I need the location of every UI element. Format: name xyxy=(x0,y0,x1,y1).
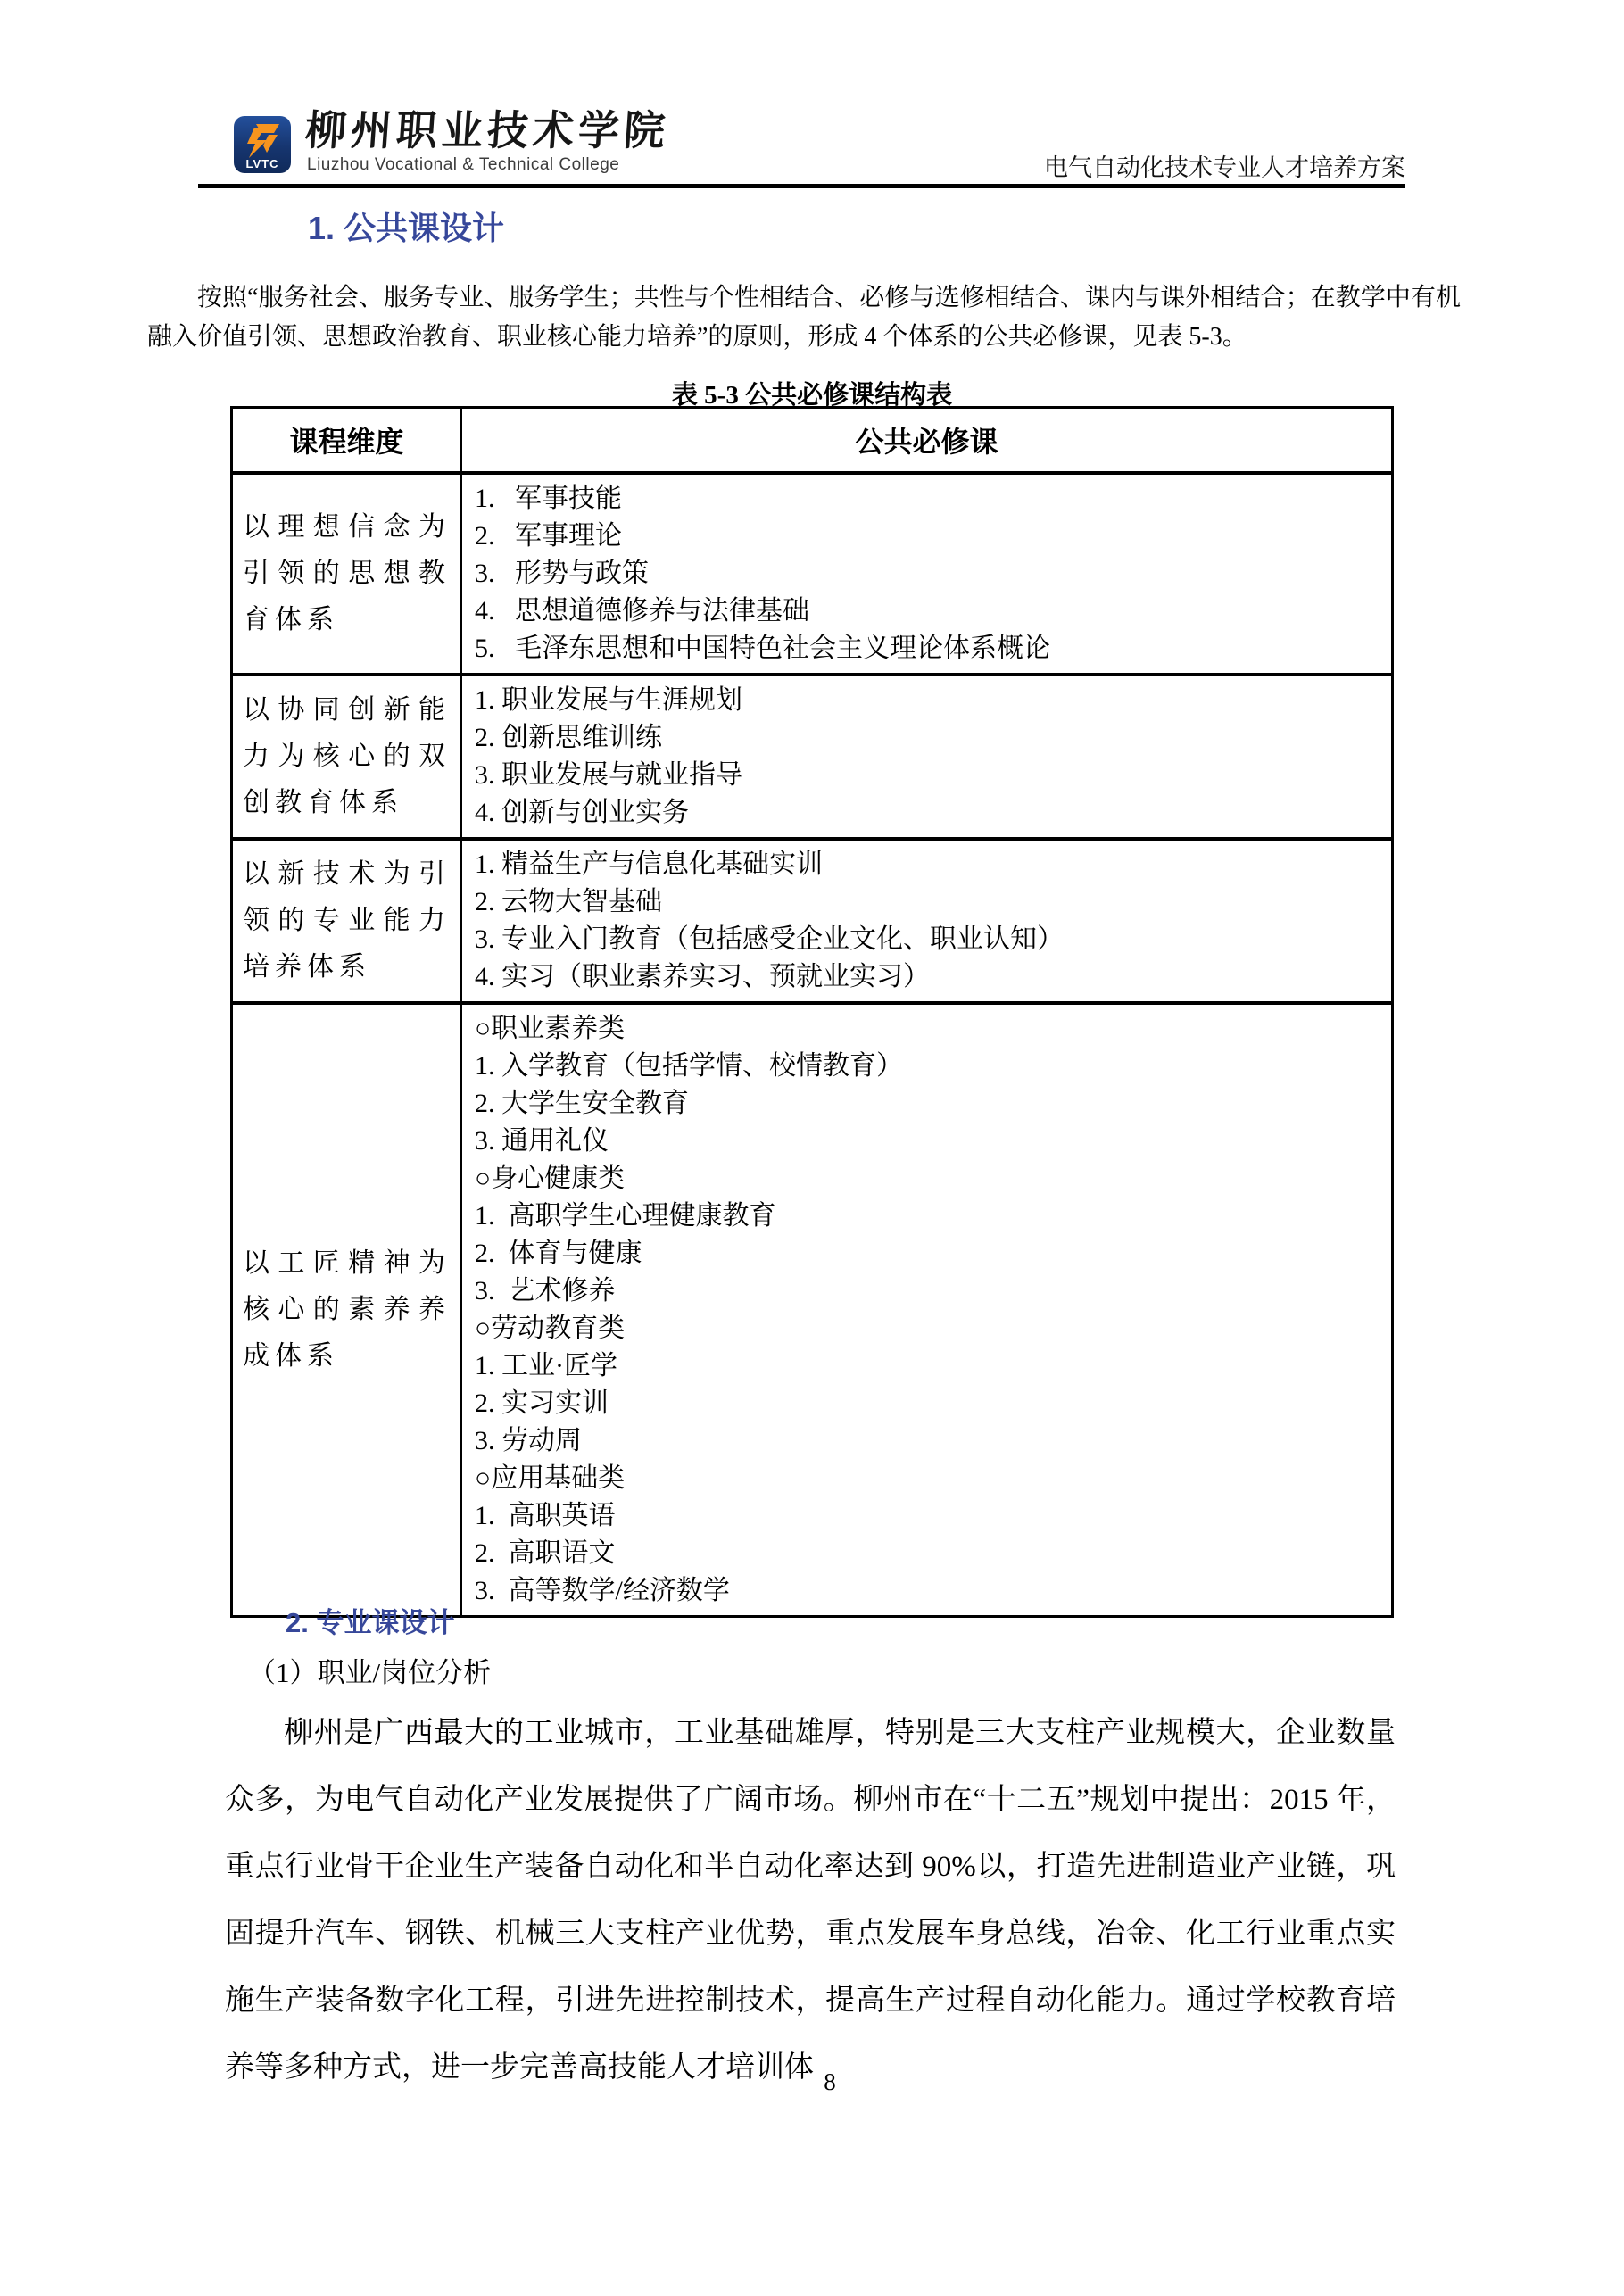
section1-heading: 1. 公共课设计 xyxy=(308,210,505,246)
row3-dimension: 以新技术为引领的专业能力培养体系 xyxy=(232,839,462,1003)
row3-courses xyxy=(461,839,1393,1003)
course-item: 1. 高职学生心理健康教育 xyxy=(475,1201,776,1231)
row1-dimension: 以理想信念为引领的思想教育体系 xyxy=(232,473,462,675)
course-item: 2. 实习实训 xyxy=(475,1388,609,1418)
col-header-dimension: 课程维度 xyxy=(232,408,462,474)
course-item: 2. 军事理论 xyxy=(475,521,622,551)
course-item: 2. 创新思维训练 xyxy=(475,723,662,752)
col-header-courses: 公共必修课 xyxy=(461,408,1393,474)
course-item: 3. 高等数学/经济数学 xyxy=(475,1576,730,1605)
course-item: 1. 精益生产与信息化基础实训 xyxy=(475,850,823,879)
course-item: 3. 通用礼仪 xyxy=(475,1126,609,1156)
course-item: 2. 高职语文 xyxy=(475,1538,616,1568)
course-item: 2. 体育与健康 xyxy=(475,1239,642,1268)
row2-dimension: 以协同创新能力为核心的双创教育体系 xyxy=(232,675,462,839)
course-item: 2. 云物大智基础 xyxy=(475,887,662,916)
course-category: ○职业素养类 xyxy=(475,1014,626,1043)
course-item: 4. 实习（职业素养实习、预就业实习） xyxy=(475,962,930,991)
college-name-english: Liuzhou Vocational & Technical College xyxy=(307,155,620,174)
table-header-row xyxy=(232,408,1393,474)
page-number: 8 xyxy=(824,2068,836,2095)
course-item: 3. 艺术修养 xyxy=(475,1276,616,1305)
table-row xyxy=(232,839,1393,1003)
course-item: 5. 毛泽东思想和中国特色社会主义理论体系概论 xyxy=(475,634,1050,663)
course-item: 3. 职业发展与就业指导 xyxy=(475,760,742,790)
table-caption: 表 5-3 公共必修课结构表 xyxy=(671,381,953,410)
table-row xyxy=(232,473,1393,675)
course-item: 4. 创新与创业实务 xyxy=(475,798,689,827)
row2-courses xyxy=(461,675,1393,839)
course-category: ○劳动教育类 xyxy=(475,1314,626,1343)
section2-heading: 2. 专业课设计 xyxy=(286,1607,455,1638)
course-item: 3. 劳动周 xyxy=(475,1426,582,1455)
course-item: 3. 专业入门教育（包括感受企业文化、职业认知） xyxy=(475,924,1064,954)
course-category: ○应用基础类 xyxy=(475,1463,626,1493)
logo-abbr-text: LVTC xyxy=(245,157,279,170)
table-row xyxy=(232,675,1393,839)
course-item: 3. 形势与政策 xyxy=(475,559,649,588)
course-category: ○身心健康类 xyxy=(475,1164,626,1193)
row4-dimension: 以工匠精神为核心的素养养成体系 xyxy=(232,1003,462,1617)
course-item: 1. 职业发展与生涯规划 xyxy=(475,685,742,715)
public-required-course-table xyxy=(230,406,1394,1618)
section2-subheading: （1）职业/岗位分析 xyxy=(248,1657,492,1688)
row4-courses xyxy=(461,1003,1393,1617)
header-divider-rule xyxy=(198,184,1405,188)
course-item: 2. 大学生安全教育 xyxy=(475,1089,689,1118)
logo-lightning-icon xyxy=(242,122,283,158)
table-row xyxy=(232,1003,1393,1617)
course-item: 1. 高职英语 xyxy=(475,1501,616,1530)
section1-paragraph: 按照“服务社会、服务专业、服务学生；共性与个性相结合、必修与选修相结合、课内与课外相结合；在教学中有机融入价值引领、思想政治教育、职业核心能力培养”的原则，形成 4 个体系的公共必修课，见表 5-3。 xyxy=(147,284,1461,351)
section2-paragraph: 柳州是广西最大的工业城市，工业基础雄厚，特别是三大支柱产业规模大，企业数量众多，为电气自动化产业发展提供了广阔市场。柳州市在“十二五”规划中提出：2015 年，重点行业骨干企业生产装备自动化和半自动化率达到 90%以，打造先进制造业产业链，巩固提升汽车、钢铁、机械三大支柱产业优势，重点发展车身总线，冶金、化工行业重点实施生产装备数字化工程，引进先进控制技术，提高生产过程自动化能力。通过学校教育培养等多种方式，进一步完善高技能人才培训体 xyxy=(225,1717,1396,2084)
document-title: 电气自动化技术专业人才培养方案 xyxy=(1044,154,1405,181)
course-item: 1. 军事技能 xyxy=(475,484,622,513)
college-name-calligraphy: 柳州职业技术学院 xyxy=(303,108,671,153)
course-item: 4. 思想道德修养与法律基础 xyxy=(475,596,809,626)
college-logo xyxy=(234,116,291,173)
row1-courses xyxy=(461,473,1393,675)
course-item: 1. 入学教育（包括学情、校情教育） xyxy=(475,1051,903,1081)
course-item: 1. 工业·匠学 xyxy=(475,1351,617,1380)
